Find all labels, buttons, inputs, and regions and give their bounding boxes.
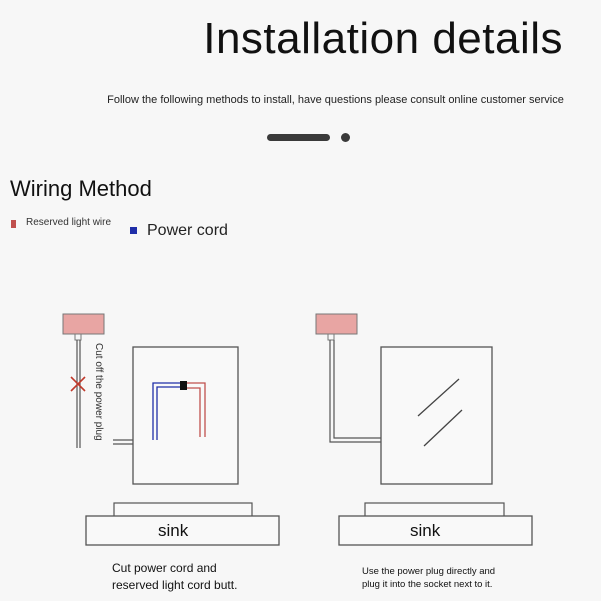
left-caption xyxy=(112,560,282,594)
right-cabinet xyxy=(381,347,492,484)
left-sink-basin xyxy=(114,503,252,517)
right-socket-icon xyxy=(316,314,357,334)
legend-power-label: Power cord xyxy=(147,222,228,239)
left-diagram xyxy=(63,314,279,545)
right-caption-line1: Use the power plug directly and xyxy=(362,566,496,577)
right-sink-basin xyxy=(365,503,504,517)
left-caption-line1: Cut power cord and xyxy=(112,561,217,575)
right-caption-line2: plug it into the socket next to it. xyxy=(362,579,493,590)
left-plug-icon xyxy=(75,334,81,340)
right-sink-label: sink xyxy=(410,521,441,540)
connector-icon xyxy=(180,381,187,390)
left-caption-line2: reserved light cord butt. xyxy=(112,578,238,592)
cut-label: Cut off the power plug xyxy=(93,343,104,441)
right-diagram xyxy=(316,314,532,545)
right-caption xyxy=(362,565,542,591)
right-cord-line xyxy=(330,340,381,442)
right-cord-line-2 xyxy=(334,340,381,438)
left-sink-label: sink xyxy=(158,521,189,540)
left-socket-icon xyxy=(63,314,104,334)
page-title: Installation details xyxy=(203,14,563,63)
page-subtitle: Follow the following methods to install, have questions please consult online customer service xyxy=(107,94,564,106)
right-plug-icon xyxy=(328,334,334,340)
left-cabinet xyxy=(133,347,238,484)
section-title: Wiring Method xyxy=(10,176,152,201)
legend-reserved-label: Reserved light wire xyxy=(26,217,112,228)
